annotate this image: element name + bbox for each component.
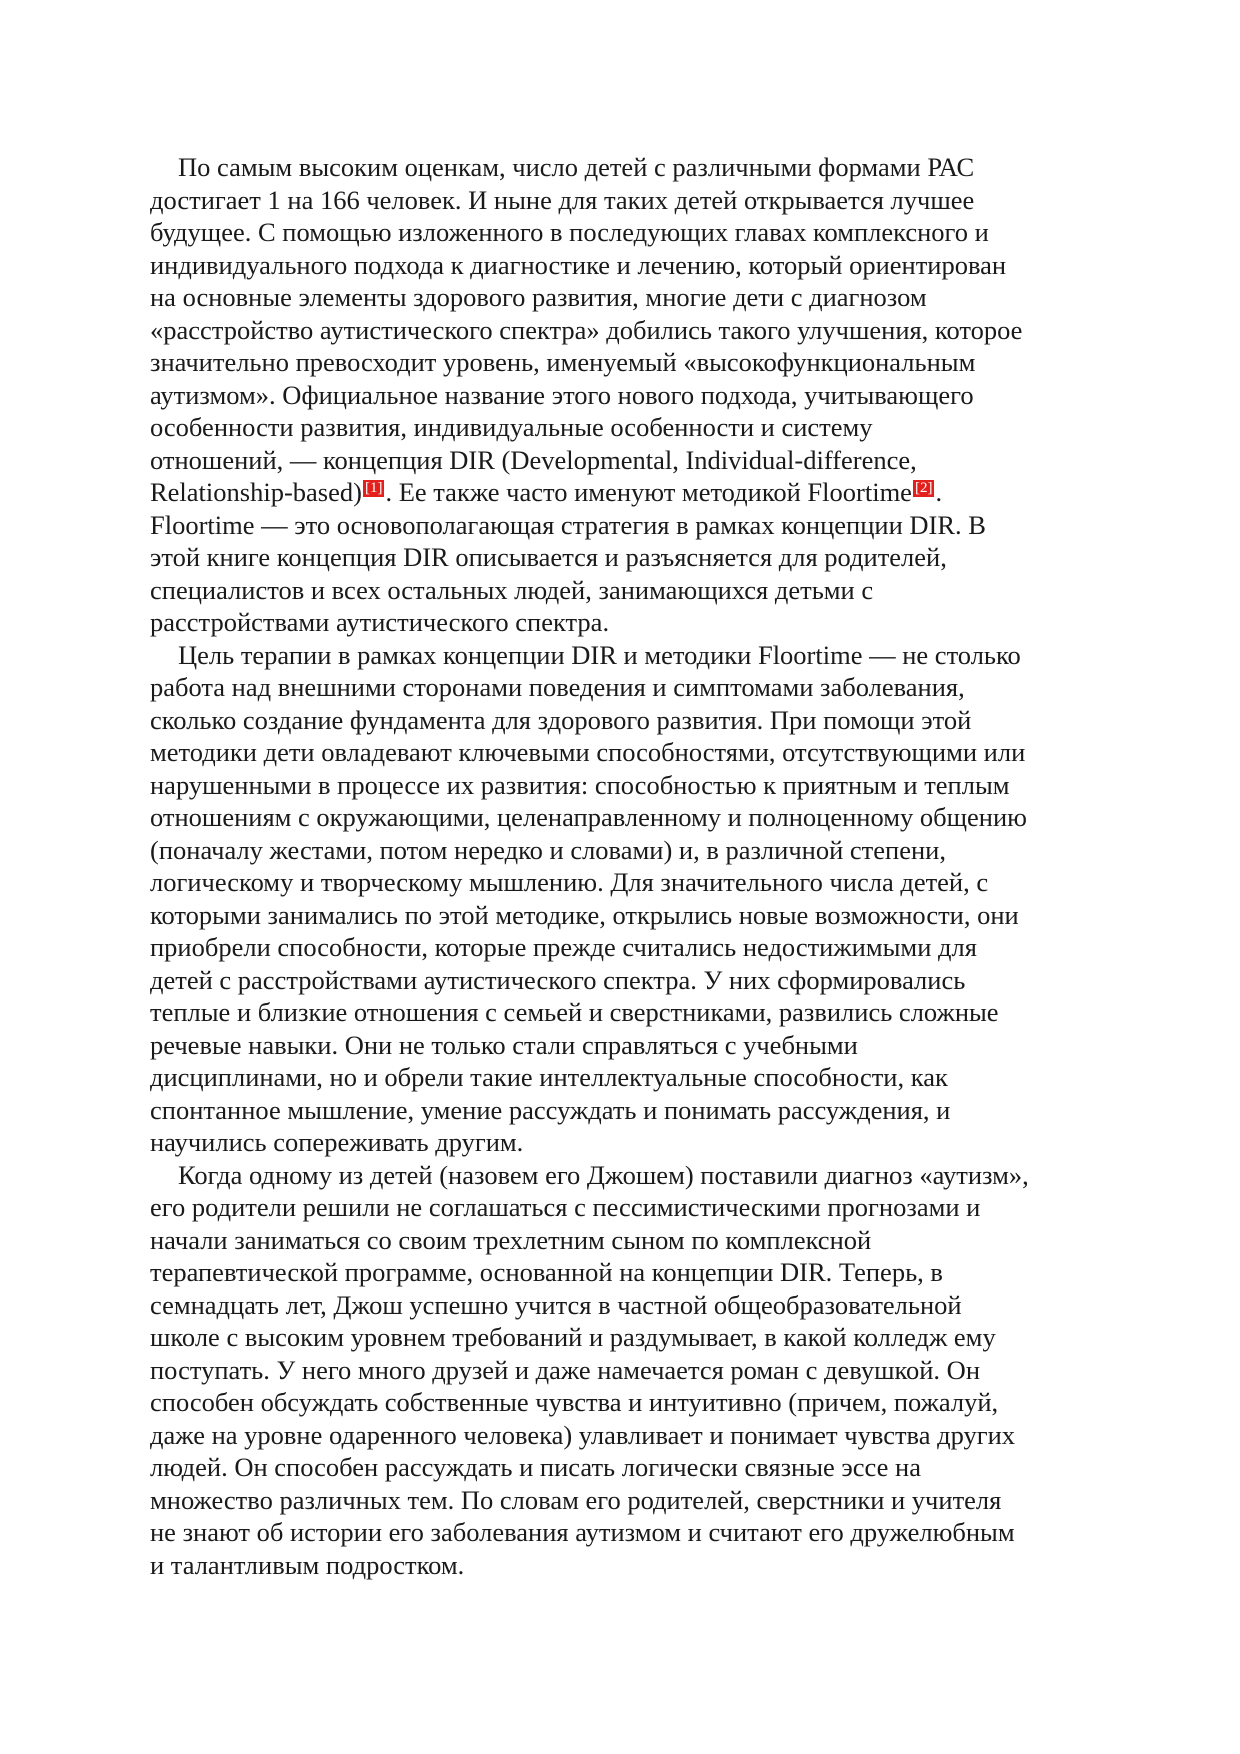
- text-line: приобрели способности, которые прежде считались недостижимыми для: [150, 932, 977, 962]
- text-line: поступать. У него много друзей и даже намечается роман с девушкой. Он: [150, 1354, 981, 1385]
- text-segment: Relationship-based): [150, 477, 362, 507]
- text-line: этой книге концепция DIR описывается и разъясняется для родителей,: [150, 542, 947, 572]
- text-line: отношений, — концепция DIR (Developmental, Individual-difference,: [150, 444, 917, 475]
- text-line: на основные элементы здорового развития, многие дети с диагнозом: [150, 282, 927, 312]
- text-line: сколько создание фундамента для здорового развития. При помощи этой: [150, 704, 972, 735]
- text-line: способен обсуждать собственные чувства и интуитивно (причем, пожалуй,: [150, 1387, 999, 1417]
- text-line: будущее. С помощью изложенного в последующих главах комплексного и: [150, 217, 989, 247]
- text-line: работа над внешними сторонами поведения и симптомами заболевания,: [150, 672, 965, 702]
- text-line: детей с расстройствами аутистического спектра. У них сформировались: [150, 964, 966, 995]
- text-line: отношениям с окружающими, целенаправленному и полноценному общению: [150, 802, 1027, 832]
- text-line: методики дети овладевают ключевыми способностями, отсутствующими или: [150, 737, 1026, 767]
- text-line: расстройствами аутистического спектра.: [150, 607, 610, 637]
- text-line: Когда одному из детей (назовем его Джошем) поставили диагноз «аутизм»,: [178, 1159, 1029, 1190]
- text-line: Floortime — это основополагающая стратегия в рамках концепции DIR. В: [150, 509, 986, 540]
- text-line: и талантливым подростком.: [150, 1549, 465, 1580]
- text-line: множество различных тем. По словам его родителей, сверстники и учителя: [150, 1484, 1002, 1515]
- text-line: достигает 1 на 166 человек. И ныне для таких детей открывается лучшее: [150, 184, 975, 215]
- text-line: теплые и близкие отношения с семьей и сверстниками, развились сложные: [150, 997, 999, 1027]
- text-line: не знают об истории его заболевания аутизмом и считают его дружелюбным: [150, 1517, 1015, 1547]
- text-line: дисциплинами, но и обрели такие интеллектуальные способности, как: [150, 1062, 948, 1092]
- text-segment: . Ее также часто именуют методикой Floortime: [385, 477, 912, 507]
- text-line: Цель терапии в рамках концепции DIR и методики Floortime — не столько: [178, 639, 1021, 670]
- text-line: даже на уровне одаренного человека) улавливает и понимает чувства других: [150, 1419, 1016, 1450]
- text-line: логическому и творческому мышлению. Для значительного числа детей, с: [150, 867, 989, 897]
- text-line: спонтанное мышление, умение рассуждать и понимать рассуждения, и: [150, 1094, 951, 1125]
- footnote-text-line: [150, 476, 1110, 509]
- text-line: (поначалу жестами, потом нередко и словами) и, в различной степени,: [150, 834, 946, 865]
- footnote-link-1[interactable]: [1]: [364, 480, 383, 496]
- text-line: которыми занимались по этой методике, открылись новые возможности, они: [150, 899, 1019, 930]
- text-line: «расстройство аутистического спектра» добились такого улучшения, которое: [150, 314, 1023, 345]
- body-text: [150, 151, 1110, 1581]
- text-line: научились сопереживать другим.: [150, 1127, 524, 1157]
- text-line: речевые навыки. Они не только стали справляться с учебными: [150, 1029, 858, 1060]
- text-line: специалистов и всех остальных людей, занимающихся детьми с: [150, 574, 874, 605]
- text-line: аутизмом». Официальное название этого нового подхода, учитывающего: [150, 379, 974, 410]
- text-line: начали заниматься со своим трехлетним сыном по комплексной: [150, 1224, 872, 1255]
- text-line: значительно превосходит уровень, именуемый «высокофункциональным: [150, 347, 976, 377]
- text-segment: .: [935, 477, 943, 507]
- text-line: По самым высоким оценкам, число детей с различными формами РАС: [178, 152, 975, 182]
- text-line: индивидуального подхода к диагностике и лечению, который ориентирован: [150, 249, 1007, 280]
- text-line: семнадцать лет, Джош успешно учится в частной общеобразовательной: [150, 1289, 962, 1320]
- footnote-link-2[interactable]: [2]: [914, 480, 933, 496]
- text-line: особенности развития, индивидуальные особенности и систему: [150, 412, 873, 442]
- text-line: терапевтической программе, основанной на концепции DIR. Теперь, в: [150, 1257, 943, 1287]
- text-line: его родители решили не соглашаться с пессимистическими прогнозами и: [150, 1192, 981, 1222]
- text-line: школе с высоким уровнем требований и раздумывает, в какой колледж ему: [150, 1322, 996, 1352]
- text-line: нарушенными в процессе их развития: способностью к приятным и теплым: [150, 769, 1010, 800]
- text-line: людей. Он способен рассуждать и писать логически связные эссе на: [150, 1452, 921, 1482]
